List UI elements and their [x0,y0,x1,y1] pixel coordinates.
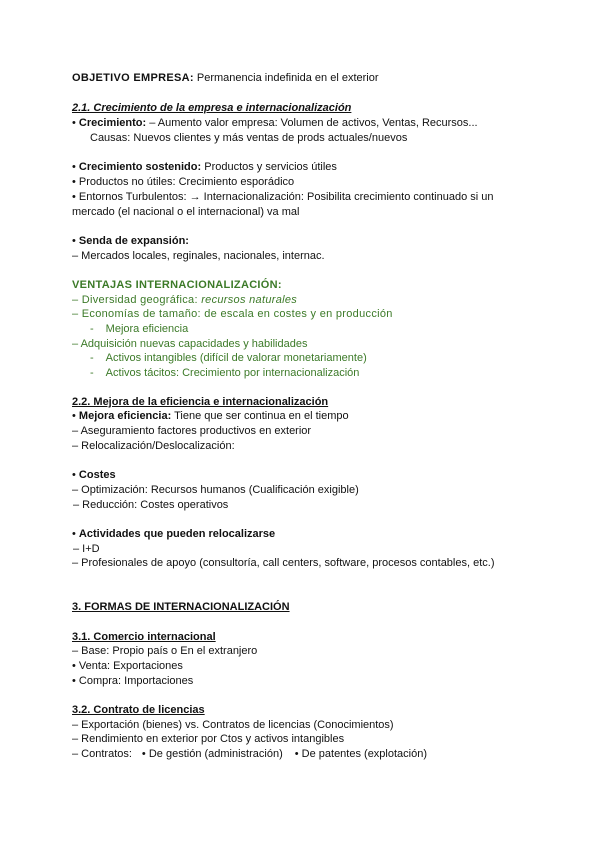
crecimiento-line: • Crecimiento: – Aumento valor empresa: Volumen de activos, Ventas, Recursos... [72,117,478,129]
actividades-line: • Actividades que pueden relocalizarse [72,528,276,540]
diversidad-line: – Diversidad geográfica: recursos naturales [72,294,298,306]
id-line: – I+D [73,543,100,555]
mercados-line: – Mercados locales, reginales, nacionales, internac. [72,250,325,262]
compra-line: • Compra: Importaciones [72,675,194,687]
causas-line: Causas: Nuevos clientes y más ventas de prods actuales/nuevos [90,132,408,144]
exportacion-line: – Exportación (bienes) vs. Contratos de licencias (Conocimientos) [72,719,394,731]
aseguramiento-line: – Aseguramiento factores productivos en exterior [72,425,312,437]
tacitos-item: - Activos tácitos: Crecimiento por internacionalización [90,367,360,379]
section-2-1-heading: 2.1. Crecimiento de la empresa e internacionalización [72,102,352,114]
sostenido-line: • Crecimiento sostenido: Productos y servicios útiles [72,161,337,173]
no-utiles-line: • Productos no útiles: Crecimiento esporádico [72,176,295,188]
section-3-2-heading: 3.2. Contrato de licencias [72,704,205,716]
profesionales-line: – Profesionales de apoyo (consultoría, call centers, software, procesos contables, etc.) [72,557,495,569]
entornos-continuation: mercado (el nacional o el internacional) va mal [72,206,300,218]
relocalizacion-line: – Relocalización/Deslocalización: [72,440,235,452]
adquisicion-line: – Adquisición nuevas capacidades y habilidades [72,338,308,350]
base-line: – Base: Propio país o En el extranjero [72,645,258,657]
optimizacion-line: – Optimización: Recursos humanos (Cualificación exigible) [72,484,359,496]
senda-line: • Senda de expansión: [72,235,189,247]
venta-line: • Venta: Exportaciones [72,660,183,672]
costes-line: • Costes [72,469,116,481]
mejora-line: • Mejora eficiencia: Tiene que ser continua en el tiempo [72,410,349,422]
rendimiento-line: – Rendimiento en exterior por Ctos y activos intangibles [72,733,345,745]
reduccion-line: – Reducción: Costes operativos [73,499,229,511]
entornos-line: • Entornos Turbulentos: → Internacionalización: Posibilita crecimiento continuado si un [72,191,494,203]
mejora-eficiencia-item: - Mejora eficiencia [90,323,189,335]
objetivo-line: OBJETIVO EMPRESA: Permanencia indefinida en el exterior [72,72,379,84]
section-3-1-heading: 3.1. Comercio internacional [72,631,216,643]
economias-line: – Economías de tamaño: de escala en costes y en producción [72,308,393,320]
contratos-line: – Contratos: • De gestión (administración) • De patentes (explotación) [72,748,428,760]
section-2-2-heading: 2.2. Mejora de la eficiencia e internacionalización [72,396,329,408]
ventajas-heading: VENTAJAS INTERNACIONALIZACIÓN: [72,279,282,291]
section-3-heading: 3. FORMAS DE INTERNACIONALIZACIÓN [72,601,290,613]
intangibles-item: - Activos intangibles (difícil de valorar monetariamente) [90,352,367,364]
